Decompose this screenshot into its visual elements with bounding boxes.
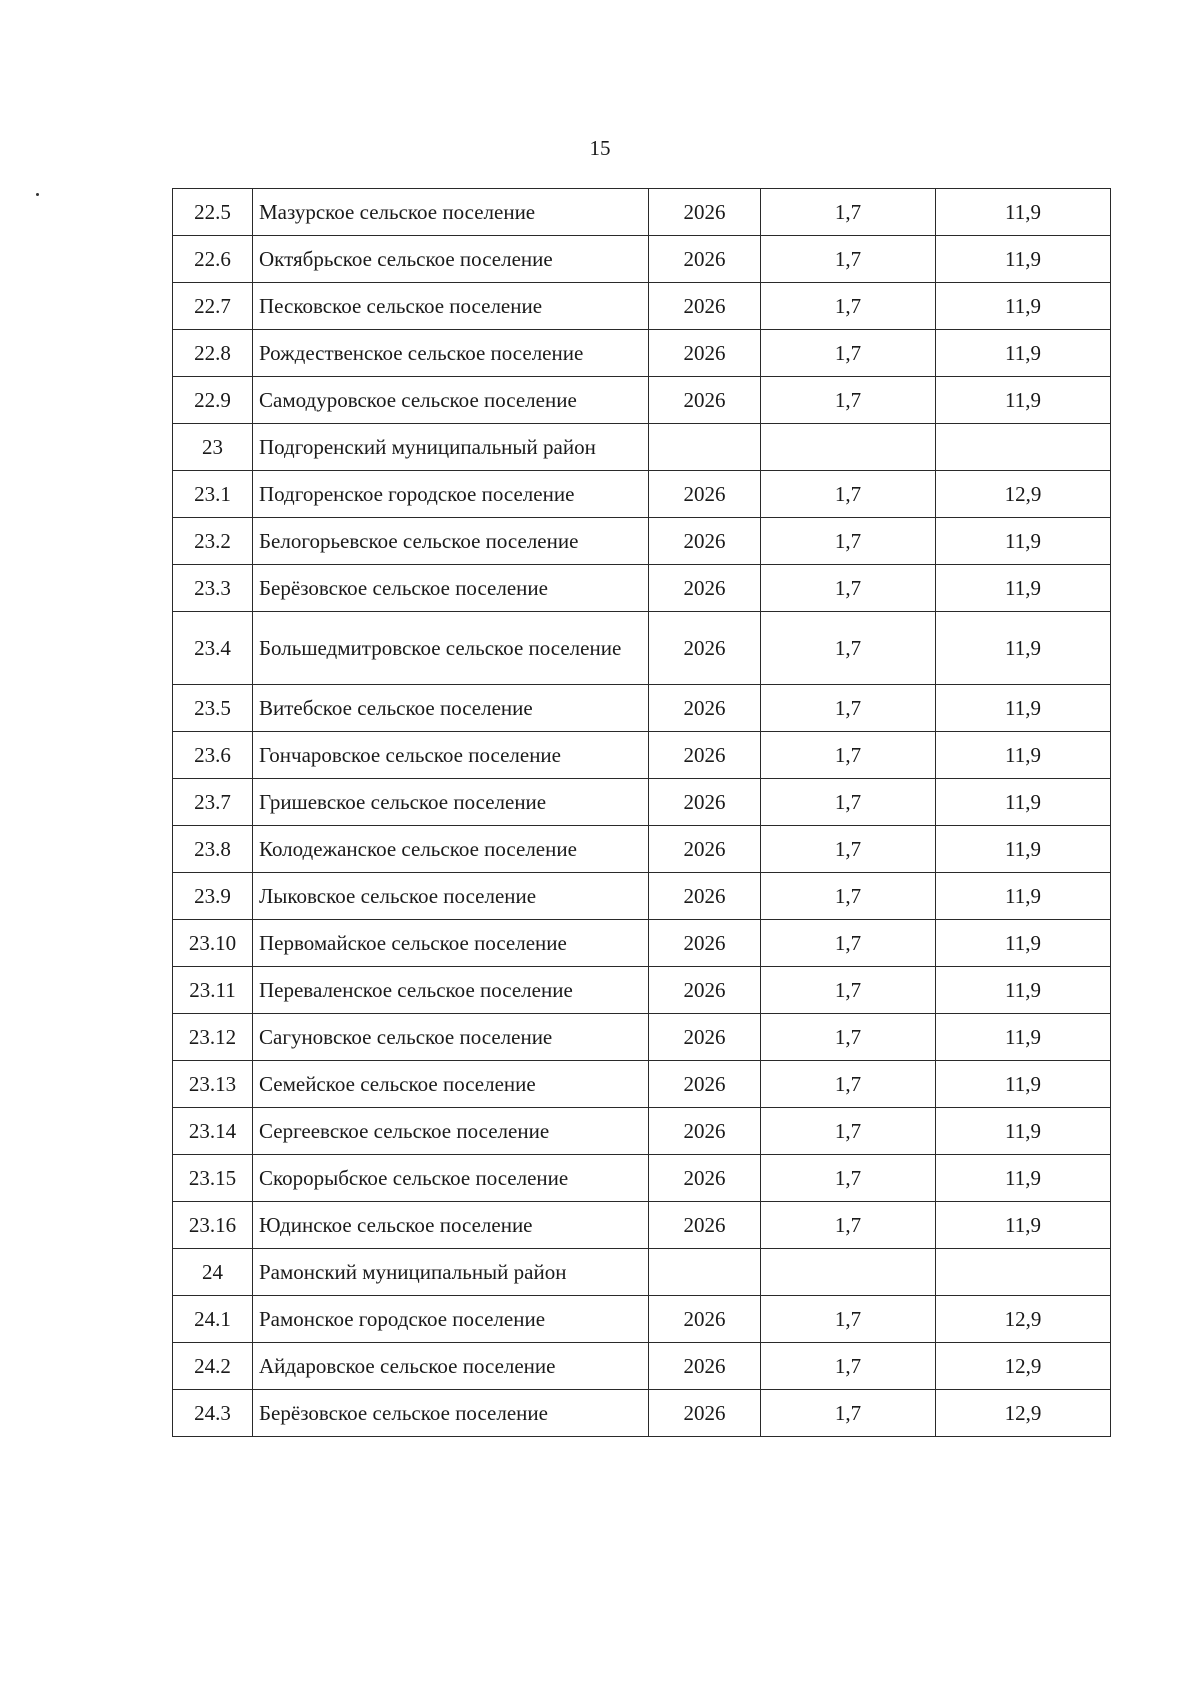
row-number: 23.15 [173,1155,253,1202]
row-value-2: 11,9 [936,377,1111,424]
settlement-name: Песковское сельское поселение [253,283,649,330]
row-value-2: 12,9 [936,471,1111,518]
row-year: 2026 [649,779,761,826]
row-value-2 [936,424,1111,471]
row-number: 23 [173,424,253,471]
row-year: 2026 [649,518,761,565]
row-value-2: 11,9 [936,826,1111,873]
row-number: 23.4 [173,612,253,685]
scan-speck [36,193,39,196]
row-year: 2026 [649,1202,761,1249]
table-row [173,779,1111,826]
row-number: 23.3 [173,565,253,612]
settlement-name: Рождественское сельское поселение [253,330,649,377]
settlement-name: Скорорыбское сельское поселение [253,1155,649,1202]
table-row [173,1343,1111,1390]
district-row [173,1249,1111,1296]
row-value-2: 11,9 [936,612,1111,685]
table-row [173,565,1111,612]
table-row [173,377,1111,424]
row-number: 23.5 [173,685,253,732]
row-value-2: 11,9 [936,236,1111,283]
row-value-1: 1,7 [761,612,936,685]
row-number: 23.13 [173,1061,253,1108]
settlement-name: Переваленское сельское поселение [253,967,649,1014]
row-year: 2026 [649,1061,761,1108]
settlements-table [172,188,1111,1437]
settlement-name: Семейское сельское поселение [253,1061,649,1108]
row-year: 2026 [649,920,761,967]
row-year: 2026 [649,1014,761,1061]
row-value-2: 11,9 [936,1014,1111,1061]
row-number: 22.8 [173,330,253,377]
row-value-2: 11,9 [936,1202,1111,1249]
row-value-2: 11,9 [936,779,1111,826]
row-year: 2026 [649,377,761,424]
row-value-1: 1,7 [761,1296,936,1343]
row-year: 2026 [649,1390,761,1437]
row-value-2: 11,9 [936,920,1111,967]
row-number: 23.10 [173,920,253,967]
row-number: 23.16 [173,1202,253,1249]
row-value-2: 12,9 [936,1296,1111,1343]
row-value-1: 1,7 [761,1108,936,1155]
row-year: 2026 [649,1155,761,1202]
row-value-1: 1,7 [761,1202,936,1249]
row-number: 22.9 [173,377,253,424]
settlement-name: Юдинское сельское поселение [253,1202,649,1249]
row-value-2: 12,9 [936,1390,1111,1437]
row-value-2: 11,9 [936,283,1111,330]
settlement-name: Айдаровское сельское поселение [253,1343,649,1390]
table-row [173,873,1111,920]
row-value-2: 11,9 [936,1155,1111,1202]
table-row [173,330,1111,377]
row-value-1: 1,7 [761,1390,936,1437]
row-number: 24.1 [173,1296,253,1343]
row-value-2: 11,9 [936,1061,1111,1108]
row-number: 23.6 [173,732,253,779]
row-value-2: 11,9 [936,518,1111,565]
table-row [173,189,1111,236]
settlement-name: Белогорьевское сельское поселение [253,518,649,565]
row-year [649,424,761,471]
table-row [173,236,1111,283]
settlement-name: Гришевское сельское поселение [253,779,649,826]
district-row [173,424,1111,471]
row-value-1: 1,7 [761,873,936,920]
row-year: 2026 [649,1343,761,1390]
row-year: 2026 [649,330,761,377]
row-value-2: 11,9 [936,330,1111,377]
row-value-1: 1,7 [761,1155,936,1202]
row-value-1: 1,7 [761,685,936,732]
row-number: 22.5 [173,189,253,236]
table-row [173,685,1111,732]
settlement-name: Колодежанское сельское поселение [253,826,649,873]
settlement-name: Сагуновское сельское поселение [253,1014,649,1061]
settlement-name: Мазурское сельское поселение [253,189,649,236]
settlement-name: Октябрьское сельское поселение [253,236,649,283]
row-value-1: 1,7 [761,330,936,377]
table-row [173,283,1111,330]
row-value-1: 1,7 [761,565,936,612]
row-value-2 [936,1249,1111,1296]
row-value-2: 11,9 [936,565,1111,612]
district-name: Подгоренский муниципальный район [253,424,649,471]
row-value-1: 1,7 [761,377,936,424]
table-row [173,1155,1111,1202]
row-year: 2026 [649,732,761,779]
row-value-2: 11,9 [936,685,1111,732]
table-row [173,920,1111,967]
district-name: Рамонский муниципальный район [253,1249,649,1296]
row-number: 23.11 [173,967,253,1014]
row-year [649,1249,761,1296]
row-value-2: 12,9 [936,1343,1111,1390]
row-number: 24.2 [173,1343,253,1390]
row-value-2: 11,9 [936,732,1111,779]
settlement-name: Витебское сельское поселение [253,685,649,732]
row-number: 22.6 [173,236,253,283]
row-value-2: 11,9 [936,1108,1111,1155]
row-year: 2026 [649,1296,761,1343]
settlement-name: Самодуровское сельское поселение [253,377,649,424]
row-value-1: 1,7 [761,236,936,283]
row-value-1: 1,7 [761,283,936,330]
row-year: 2026 [649,471,761,518]
row-value-1: 1,7 [761,1061,936,1108]
table-row [173,1061,1111,1108]
row-number: 23.12 [173,1014,253,1061]
row-value-1: 1,7 [761,967,936,1014]
row-number: 24.3 [173,1390,253,1437]
row-value-2: 11,9 [936,967,1111,1014]
row-year: 2026 [649,873,761,920]
settlement-name: Лыковское сельское поселение [253,873,649,920]
table-row [173,1108,1111,1155]
table-row [173,826,1111,873]
row-value-1 [761,424,936,471]
table-row [173,1296,1111,1343]
row-number: 23.1 [173,471,253,518]
row-number: 23.14 [173,1108,253,1155]
row-value-1 [761,1249,936,1296]
row-number: 23.7 [173,779,253,826]
table-row [173,612,1111,685]
settlement-name: Гончаровское сельское поселение [253,732,649,779]
page-number: 15 [589,136,611,160]
row-year: 2026 [649,236,761,283]
row-value-1: 1,7 [761,1343,936,1390]
settlement-name: Рамонское городское поселение [253,1296,649,1343]
settlement-name: Берёзовское сельское поселение [253,1390,649,1437]
row-value-1: 1,7 [761,779,936,826]
table-row [173,471,1111,518]
row-number: 23.2 [173,518,253,565]
row-value-1: 1,7 [761,920,936,967]
row-value-1: 1,7 [761,189,936,236]
row-value-2: 11,9 [936,873,1111,920]
table-row [173,1202,1111,1249]
row-year: 2026 [649,189,761,236]
row-value-1: 1,7 [761,732,936,779]
table-row [173,1390,1111,1437]
row-year: 2026 [649,1108,761,1155]
settlement-name: Подгоренское городское поселение [253,471,649,518]
row-value-1: 1,7 [761,1014,936,1061]
row-number: 24 [173,1249,253,1296]
row-number: 23.8 [173,826,253,873]
row-year: 2026 [649,826,761,873]
settlement-name: Сергеевское сельское поселение [253,1108,649,1155]
row-year: 2026 [649,283,761,330]
row-value-1: 1,7 [761,826,936,873]
row-number: 23.9 [173,873,253,920]
row-year: 2026 [649,967,761,1014]
table-row [173,732,1111,779]
settlement-name: Первомайское сельское поселение [253,920,649,967]
settlement-name: Большедмитровское сельское поселение [253,612,649,685]
row-value-2: 11,9 [936,189,1111,236]
row-value-1: 1,7 [761,471,936,518]
table-row [173,1014,1111,1061]
table-row [173,967,1111,1014]
row-value-1: 1,7 [761,518,936,565]
row-year: 2026 [649,565,761,612]
row-year: 2026 [649,612,761,685]
row-year: 2026 [649,685,761,732]
table-row [173,518,1111,565]
row-number: 22.7 [173,283,253,330]
settlement-name: Берёзовское сельское поселение [253,565,649,612]
